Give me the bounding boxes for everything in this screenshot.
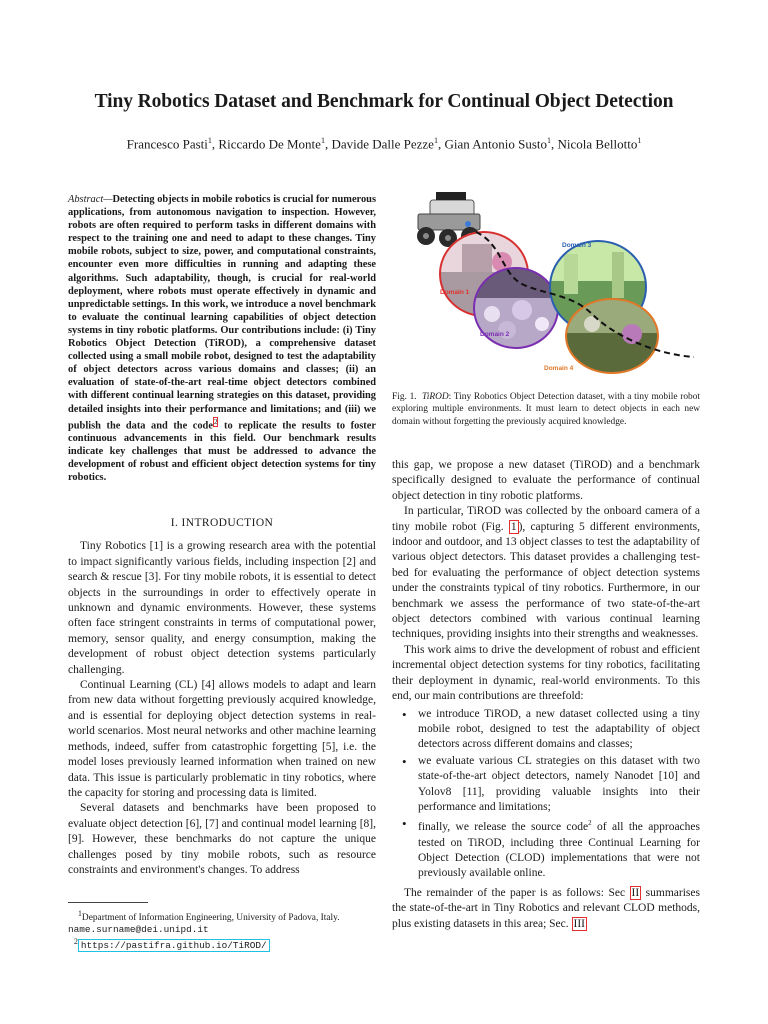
author-name: Francesco Pasti bbox=[126, 136, 208, 152]
section-ref-link[interactable]: III bbox=[573, 917, 585, 930]
paragraph bbox=[392, 886, 700, 932]
caption-label: Fig. 1. bbox=[392, 392, 417, 402]
domain-label: Domain 1 bbox=[440, 289, 470, 296]
contribution-list bbox=[392, 707, 700, 882]
affiliation-mark: 1 bbox=[637, 136, 642, 145]
paragraph: Several datasets and benchmarks have been proposed to evaluate object detection [6], [7] and continual model learning [8], [9]. However, these benchmarks do not capture the unique challenges posed by tiny mobile robots, such as resource constraints and environment's changes. To address bbox=[68, 802, 376, 876]
caption-dataset-name: TiROD bbox=[422, 392, 449, 402]
paper-title: Tiny Robotics Dataset and Benchmark for Continual Object Detection bbox=[94, 91, 674, 112]
footnote-1 bbox=[68, 908, 376, 924]
code-url-link[interactable]: https://pastifra.github.io/TiROD/ bbox=[78, 939, 270, 952]
paragraph: this gap, we propose a new dataset (TiROD) and a benchmark specifically designed to evaluate the performance of continual object detection in tiny robotic platforms. bbox=[392, 459, 700, 502]
author-name: Nicola Bellotto bbox=[557, 136, 638, 152]
affiliation-mark: 1 bbox=[547, 136, 552, 145]
abstract bbox=[68, 193, 376, 485]
domain-label: Domain 3 bbox=[562, 242, 592, 249]
text-run: ), capturing 5 different environments, indoor and outdoor, and 13 object classes to test the adaptability of various object detectors. This dataset provides a challenging test-bed for evaluating the performance of object detection systems under the constraints typical of tiny robotics. Furthermore, in our benchmark we assess the performance of two state-of-the-art object detectors combined with various continual learning techniques, providing insights into their strengths and weaknesses. bbox=[392, 520, 700, 641]
footnote-rule bbox=[68, 902, 148, 903]
abstract-label: Abstract— bbox=[68, 194, 113, 205]
text-run: In particular, TiROD was collected by the onboard camera of a tiny mobile robot (Fig. bbox=[392, 505, 700, 533]
email-address: name.surname@dei.unipd.it bbox=[68, 924, 209, 936]
section-heading: I. INTRODUCTION bbox=[170, 517, 274, 529]
abstract-text-2: to replicate the results to foster continuous advancements in this field. Our benchmark results indicate key challenges that must be addressed to advance the development of robust and efficient object detection systems for tiny robotics. bbox=[68, 420, 376, 484]
figure-caption bbox=[392, 391, 700, 428]
paragraph: Tiny Robotics [1] is a growing research area with the potential to impact significantly various fields, including inspection [2] and search & rescue [3]. For tiny mobile robots, it is essential to detect objects in the surroundings in order to effectively operate in unknown and dynamic environments. However, these systems often face stringent constraints in terms of computational power, memory, sensor quality, and energy consumption, making the development of robust object detection systems particularly challenging. bbox=[68, 540, 376, 676]
caption-text: : Tiny Robotics Object Detection dataset, with a tiny mobile robot exploring multiple environments. It must learn to detect objects in each new domain without forgetting the previously acquired knowledge. bbox=[392, 392, 700, 427]
paragraph: Continual Learning (CL) [4] allows models to adapt and learn from new data without forgetting previously acquired knowledge, and is essential for deploying object detection systems in real-world scenarios. Most neural networks and other machine learning methods, indeed, suffer from catastrophic forgetting [5], i.e. the model loses previously learned information when trained on new data. This issue is particularly problematic in tiny robotics, where the capacity for storing and processing data is limited. bbox=[68, 679, 376, 799]
list-item: • we introduce TiROD, a new dataset collected using a tiny mobile robot, designed to test the adaptability of object detectors across different domains and classes; bbox=[418, 707, 700, 753]
code-footnote-ref[interactable]: 2 bbox=[213, 417, 218, 426]
paragraph: This work aims to drive the development of robust and efficient incremental object detection systems for tiny robotics, facilitating their deployment in dynamic, real-world environments. To this end, our main contributions are threefold: bbox=[392, 643, 700, 703]
domain-label: Domain 2 bbox=[480, 331, 510, 338]
figure-ref-link[interactable]: 1 bbox=[510, 520, 517, 533]
footnotes bbox=[68, 908, 376, 952]
affiliation-mark: 1 bbox=[320, 136, 325, 145]
paragraph bbox=[392, 504, 700, 643]
author-name: Riccardo De Monte bbox=[218, 136, 321, 152]
affiliation-mark: 1 bbox=[433, 136, 438, 145]
list-item bbox=[418, 816, 700, 881]
author-list: Francesco Pasti$^1$, Riccardo De Monte$^1$, Davide Dalle Pezze$^1$, Gian Antonio Susto$^1$, Nicola Bellotto$^1$ bbox=[126, 136, 642, 152]
domain-label: Domain 4 bbox=[544, 365, 574, 372]
figure-1-illustration bbox=[392, 184, 700, 384]
footnote-ref[interactable]: 2 bbox=[588, 819, 592, 828]
text-run: of all the approaches tested on TiROD, including three Continual Learning for Object Detection (CLOD) implementations that were not previously available online. bbox=[418, 821, 700, 880]
footnote-mark: 2 bbox=[74, 937, 78, 947]
text-run: The remainder of the paper is as follows: Sec bbox=[404, 886, 630, 899]
author-name: Davide Dalle Pezze bbox=[331, 136, 434, 152]
author-name: Gian Antonio Susto bbox=[444, 136, 548, 152]
text-run: finally, we release the source code bbox=[418, 821, 589, 834]
list-item: • we evaluate various CL strategies on this dataset with two state-of-the-art object detectors, namely Nanodet [10] and Yolov8 [11], providing valuable insights into their performance and limitations; bbox=[418, 754, 700, 816]
introduction bbox=[68, 516, 376, 878]
footnote-email bbox=[68, 924, 376, 936]
footnote-mark: 1 bbox=[78, 909, 82, 918]
text-run: summarises the state-of-the-art in Tiny Robotics and relevant CLOD methods, plus existing datasets in this area; Sec. bbox=[392, 886, 700, 930]
affiliation-mark: 1 bbox=[207, 136, 212, 145]
footnote-2 bbox=[68, 936, 376, 952]
abstract-text: Detecting objects in mobile robotics is crucial for numerous applications, from autonomous navigation to inspection. However, robots are often required to perform tasks in different domains with respect to the training one and need to adapt to these changes. Tiny mobile robots, subject to size, power, and computational constraints, encounter even more difficulties in running and adapting these algorithms. Such adaptability, though, is crucial for real-world deployment, where robots must operate effectively in dynamic and unpredictable settings. In this work, we introduce a novel benchmark to evaluate the continual learning capabilities of object detection systems in tiny robotic platforms. Our contributions include: (i) Tiny Robotics Object Detection (TiROD), a comprehensive dataset collected using a small mobile robot, designed to test the adaptability of object detectors across various domains and classes; (ii) an evaluation of state-of-the-art real-time object detectors combined with different continual learning strategies on this dataset, providing detailed insights into their performance and limitations; and (iii) we publish the data and the code bbox=[68, 194, 376, 432]
right-column-text bbox=[392, 458, 700, 932]
footnote-text: Department of Information Engineering, University of Padova, Italy. bbox=[81, 913, 340, 924]
section-ref-link[interactable]: II bbox=[631, 886, 640, 899]
domain-4-image bbox=[566, 299, 658, 373]
